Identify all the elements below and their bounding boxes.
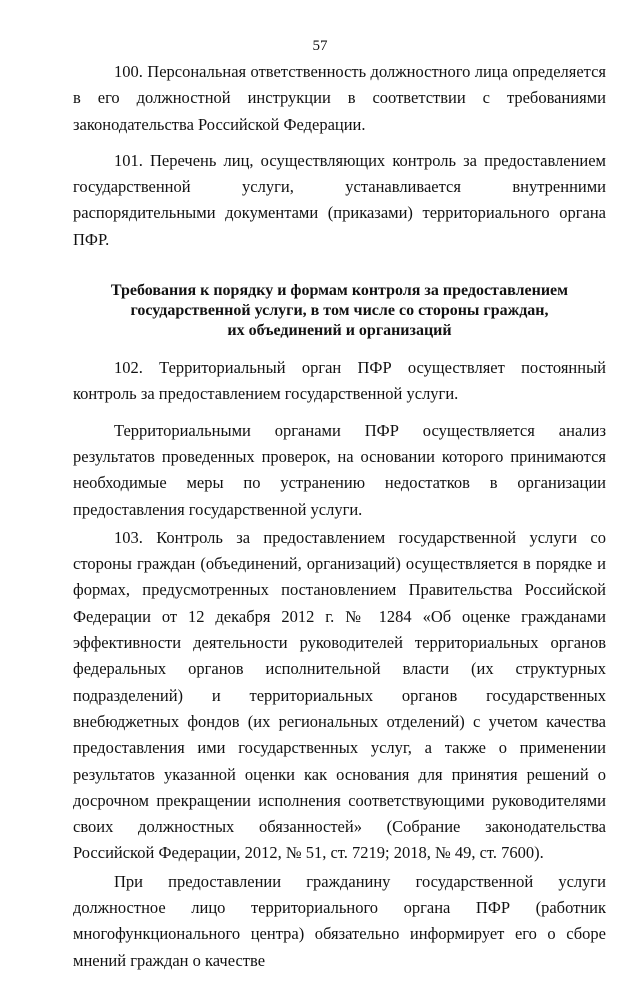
- section-heading: [87, 281, 592, 341]
- paragraph-analysis: Территориальными органами ПФР осуществляется анализ результатов проведенных проверок, на основании которого принимаются необходимые меры по устранению недостатков в организации предоставления государственной услуги.: [73, 420, 606, 519]
- paragraph-102: 102. Территориальный орган ПФР осуществляет постоянный контроль за предоставлением государственной услуги.: [73, 358, 606, 404]
- heading-line: их объединений и организаций: [227, 322, 452, 340]
- heading-line: государственной услуги, в том числе со стороны граждан,: [130, 302, 549, 320]
- document-body: [73, 59, 606, 984]
- page-number: 57: [312, 38, 328, 54]
- paragraph-103: 103. Контроль за предоставлением государственной услуги со стороны граждан (объединений, организаций) осуществляется в порядке и формах, предусмотренных постановлением Правительства Российской Федерации от 12 декабря 2012 г. № 1284 «Об оценке гражданами эффективности деятельности руководителей территориальных органов федеральных органов исполнительной власти (их структурных подразделений) и территориальных органов государственных внебюджетных фондов (их региональных отделений) с учетом качества предоставления ими государственных услуг, а также о применении результатов указанной оценки как основания для принятия решений о досрочном прекращении исполнения соответствующими руководителями своих должностных обязанностей» (Собрание законодательства Российской Федерации, 2012, № 51, ст. 7219; 2018, № 49, ст. 7600).: [73, 527, 606, 863]
- paragraph-101: 101. Перечень лиц, осуществляющих контроль за предоставлением государственной услуги, устанавливается внутренними распорядительными документами (приказами) территориального органа ПФР.: [73, 150, 606, 249]
- paragraph-informing: При предоставлении гражданину государственной услуги должностное лицо территориального органа ПФР (работник многофункционального центра) обязательно информирует его о сборе мнений граждан о качестве: [73, 871, 606, 970]
- heading-line: Требования к порядку и формам контроля за предоставлением: [110, 282, 569, 300]
- paragraph-100: 100. Персональная ответственность должностного лица определяется в его должностной инструкции в соответствии с требованиями законодательства Российской Федерации.: [73, 62, 606, 134]
